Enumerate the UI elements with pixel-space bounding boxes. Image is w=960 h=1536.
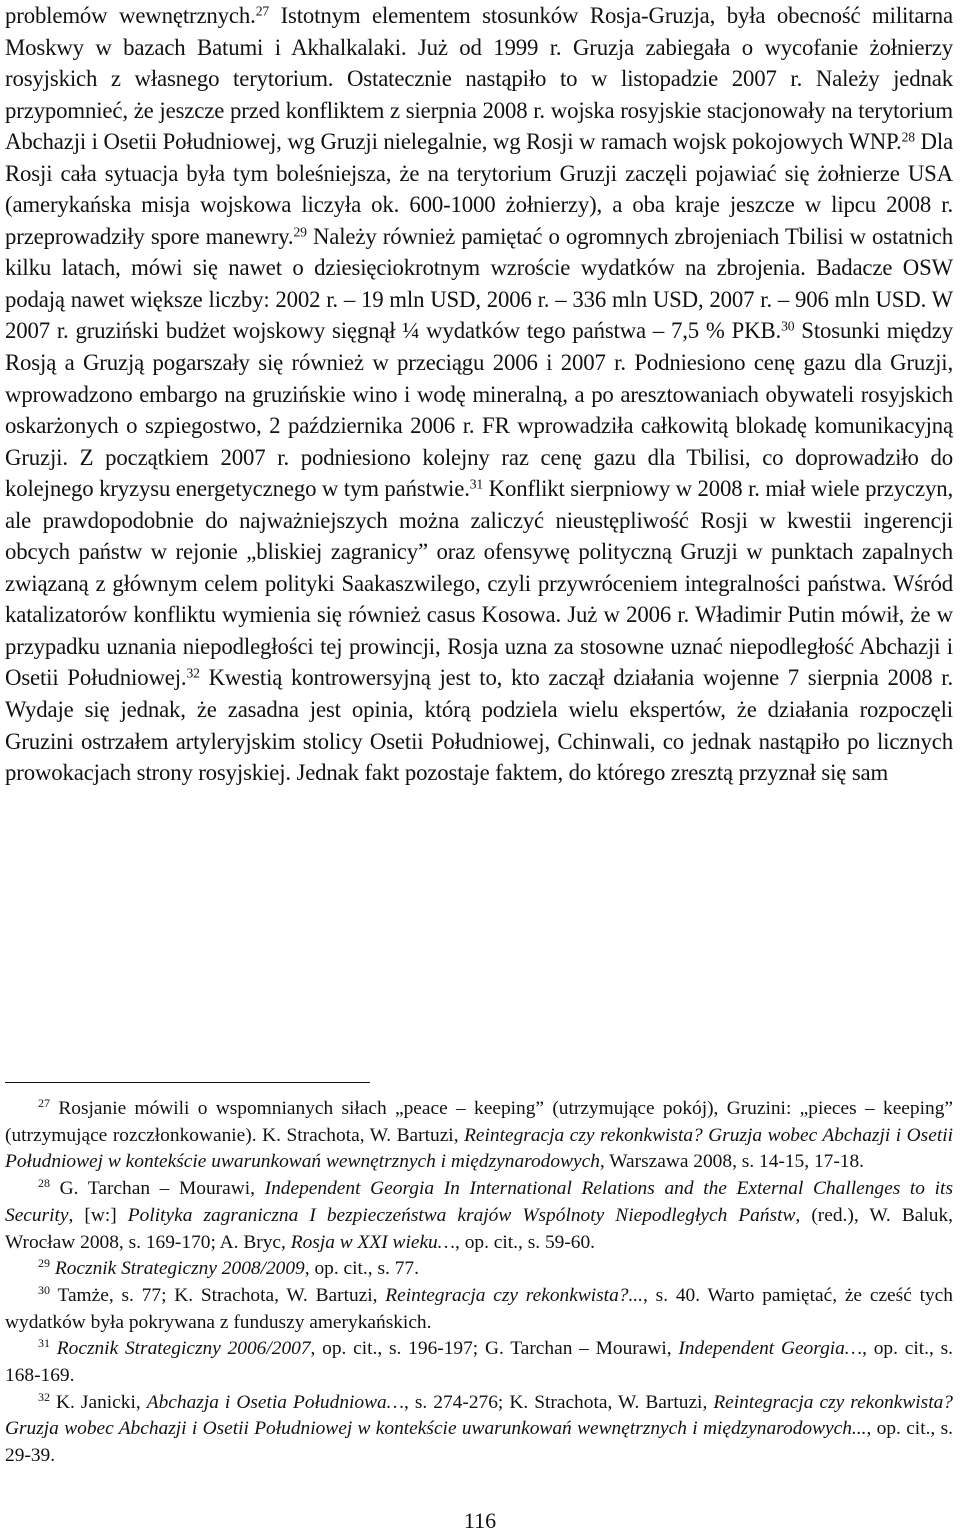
text-segment: Konflikt sierpniowy w 2008 r. miał wiele przyczyn, ale prawdopodobnie do najważniejszych można zaliczyć nieustępliwość Rosji w kwestii ingerencji obcych państw w rejonie „bliskiej zagranicy” oraz ofensywę polityczną Gruzji w punktach zapalnych związaną z głównym celem polityki Saakaszwilego, czyli przywróceniem integralności państwa. Wśród katalizatorów konfliktu wymienia się również casus Kosowa. Już w 2006 r. Władimir Putin mówił, że w przypadku uznania niepodległości tej prowincji, Rosja uzna za stosowne uznać niepodległość Abchazji i Osetii Południowej. (5, 476, 953, 691)
footnote-title: Reintegracja czy rekonkwista? Gruzja wobec Abchazji i Osetii Południowej w kontekście uwarunkowań wewnętrznych i międzynarodowych (5, 1124, 953, 1173)
footnote-text: , Warszawa 2008, s. 14-15, 17-18. (599, 1151, 865, 1173)
footnote-title: Independent Georgia… (678, 1338, 863, 1360)
footnote-separator (5, 1082, 370, 1083)
footnote-number: 30 (38, 1282, 51, 1297)
footnote-text: , s. 40. Warto pamiętać, że cześć tych wydatków była pokrywana z funduszy amerykańskich. (5, 1284, 953, 1333)
footnote-31 (5, 1336, 953, 1389)
main-paragraph (5, 0, 953, 789)
text-segment: Stosunki między Rosją a Gruzją pogarszały się również w przeciągu 2006 i 2007 r. Podniesiono cenę gazu dla Gruzji, wprowadzono embargo na gruzińskie wino i wodę mineralną, a po aresztowaniach obywateli rosyjskich oskarżonych o szpiegostwo, 2 października 2006 r. FR wprowadziła całkowitą blokadę komunikacyjną Gruzji. Z początkiem 2007 r. podniesiono kolejny raz cenę gazu dla Tbilisi, co doprowadziło do kolejnego kryzysu energetycznego w tym państwie. (5, 318, 953, 502)
footnote-title: Rosja w XXI wieku… (290, 1231, 455, 1253)
text-segment: Dla Rosji cała sytuacja była tym boleśniejsza, że na terytorium Gruzji zaczęli pojawiać się żołnierze USA (amerykańska misja wojskowa liczyła ok. 600-1000 żołnierzy), a oba kraje jeszcze w lipcu 2008 r. przeprowadziły spore manewry. (5, 129, 954, 249)
footnote-ref-32[interactable]: 32 (186, 665, 200, 681)
footnote-number: 31 (38, 1336, 51, 1351)
footnote-title: Rocznik Strategiczny 2008/2009 (54, 1258, 305, 1280)
footnote-number: 27 (38, 1095, 51, 1110)
footnote-text: , (red.), W. Baluk, Wrocław 2008, s. 169-170; A. Bryc, (5, 1204, 953, 1253)
footnote-title: Reintegracja czy rekonkwista?... (385, 1284, 644, 1306)
footnote-title: Polityka zagraniczna I bezpieczeństwa krajów Wspólnoty Niepodległych Państw (127, 1204, 796, 1226)
footnote-text: G. Tarchan – Mourawi, (50, 1178, 265, 1200)
footnote-30 (5, 1283, 953, 1336)
footnote-29 (5, 1256, 953, 1283)
footnote-ref-27[interactable]: 27 (255, 3, 270, 19)
footnote-text: K. Janicki, (50, 1391, 147, 1413)
footnote-number: 28 (38, 1175, 51, 1190)
footnote-text: , op. cit., s. 29-39. (5, 1418, 953, 1467)
text-segment: Kwestią kontrowersyjną jest to, kto zaczął działania wojenne 7 sierpnia 2008 r. Wydaje się jednak, że zasadna jest opinia, którą podziela wielu ekspertów, że działania rozpoczęli Gruzini ostrzałem artyleryjskim stolicy Osetii Południowej, Cchinwali, co jednak nastąpiło po licznych prowokacjach strony rosyjskiej. Jednak fakt pozostaje faktem, do którego zresztą przyznał się sam (5, 665, 953, 786)
footnote-title: Abchazja i Osetia Południowa… (146, 1391, 404, 1413)
footnote-text: , op. cit., s. 168-169. (5, 1338, 953, 1387)
footnote-27 (5, 1096, 953, 1176)
page-number: 116 (463, 1508, 497, 1533)
footnote-title: Independent Georgia In International Relations and the External Challenges to its Security (5, 1178, 953, 1226)
footnote-text: , op. cit., s. 77. (304, 1258, 419, 1280)
footnote-32 (5, 1390, 953, 1470)
footnote-title: Reintegracja czy rekonkwista? Gruzja wobec Abchazji i Osetii Południowej w kontekście uwarunkowań wewnętrznych i międzynarodowych... (5, 1391, 953, 1440)
footnote-text (50, 1338, 57, 1359)
body-text (5, 0, 953, 789)
footnote-title: Rocznik Strategiczny 2006/2007 (56, 1338, 311, 1360)
footnote-ref-29[interactable]: 29 (293, 224, 307, 240)
text-segment: problemów wewnętrznych. (5, 3, 256, 28)
footnote-text: , s. 274-276; K. Strachota, W. Bartuzi, (403, 1391, 714, 1413)
footnote-text: , [w:] (68, 1204, 128, 1226)
footnote-number: 32 (38, 1389, 51, 1404)
footnotes (5, 1096, 953, 1470)
footnote-ref-30[interactable]: 30 (781, 318, 795, 334)
footnote-text: , op. cit., s. 59-60. (455, 1231, 596, 1253)
footnote-number: 29 (38, 1256, 51, 1271)
footnote-text: , op. cit., s. 196-197; G. Tarchan – Mourawi, (310, 1338, 679, 1360)
footnote-ref-31[interactable]: 31 (469, 476, 484, 492)
footnote-ref-28[interactable]: 28 (901, 129, 915, 145)
text-segment: Istotnym elementem stosunków Rosja-Gruzja, była obecność militarna Moskwy w bazach Batumi i Akhalkalaki. Już od 1999 r. Gruzja zabiegała o wycofanie żołnierzy rosyjskich z własnego terytorium. Ostatecznie nastąpiło to w listopadzie 2007 r. Należy jednak przypomnieć, że jeszcze przed konfliktem z sierpnia 2008 r. wojska rosyjskie stacjonowały na terytorium Abchazji i Osetii Południowej, wg Gruzji nielegalnie, wg Rosji w ramach wojsk pokojowych WNP. (5, 3, 953, 155)
footnote-text: Rosjanie mówili o wspomnianych siłach „peace – keeping” (utrzymujące pokój), Gruzini: „pieces – keeping” (utrzymujące rozczłonkowanie). K. Strachota, W. Bartuzi, (5, 1098, 953, 1146)
text-segment: Należy również pamiętać o ogromnych zbrojeniach Tbilisi w ostatnich kilku latach, mówi się nawet o dziesięciokrotnym wzroście wydatków na zbrojenia. Badacze OSW podają nawet większe liczby: 2002 r. – 19 mln USD, 2006 r. – 336 mln USD, 2007 r. – 906 mln USD. W 2007 r. gruziński budżet wojskowy sięgnął ¼ wydatków tego państwa – 7,5 % PKB. (5, 223, 954, 344)
footnote-28 (5, 1176, 953, 1256)
footnote-text: Tamże, s. 77; K. Strachota, W. Bartuzi, (50, 1284, 386, 1306)
